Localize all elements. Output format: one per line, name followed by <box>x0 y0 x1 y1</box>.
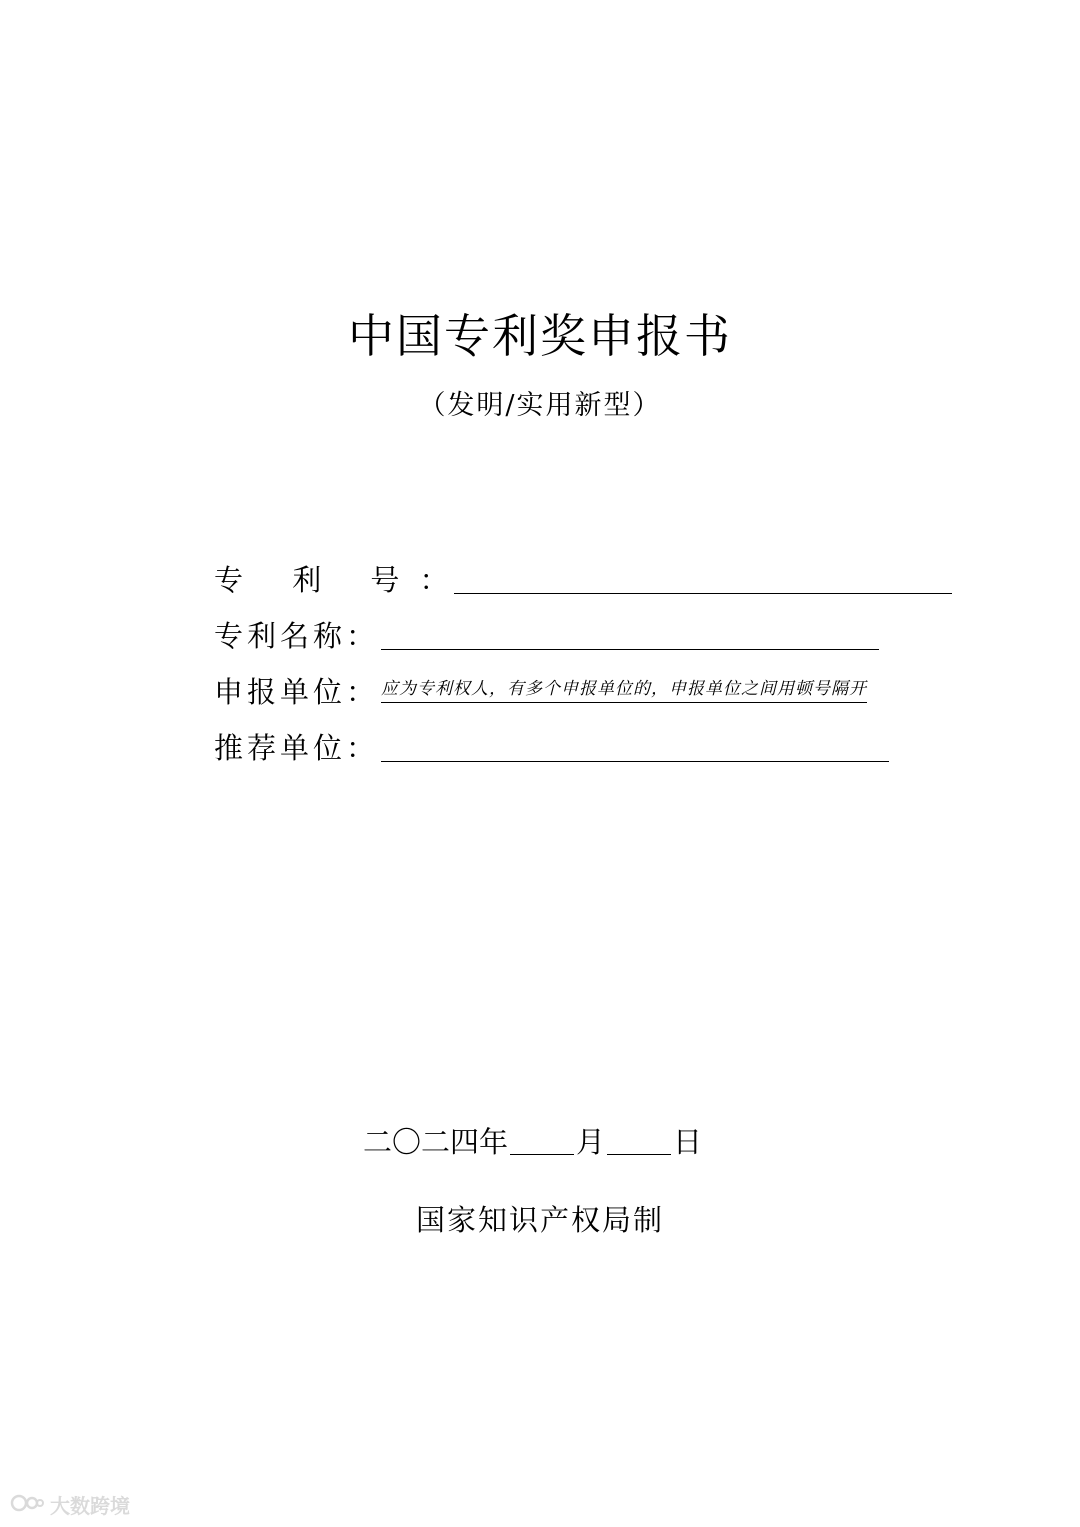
watermark <box>10 1490 130 1519</box>
date-line <box>363 1122 702 1162</box>
applicant-label: 申报单位 <box>214 675 347 709</box>
document-subtitle: （发明/实用新型） <box>418 390 662 421</box>
date-year: 二〇二四年 <box>363 1125 509 1159</box>
patent-number-colon: ： <box>419 563 449 597</box>
patent-name-colon: ： <box>346 619 376 653</box>
month-blank[interactable] <box>510 1124 574 1155</box>
watermark-logo-icon <box>10 1492 44 1518</box>
applicant-row <box>214 668 867 712</box>
recommender-row <box>214 724 889 768</box>
recommender-colon: ： <box>346 731 376 765</box>
patent-name-field[interactable] <box>381 643 879 650</box>
issuer-name: 国家知识产权局制 <box>415 1203 664 1237</box>
patent-number-field[interactable] <box>454 587 952 594</box>
patent-name-label: 专利名称 <box>214 619 347 653</box>
patent-number-row <box>214 556 952 600</box>
date-day: 日 <box>673 1125 703 1159</box>
patent-name-row <box>214 612 879 656</box>
date-month: 月 <box>576 1125 606 1159</box>
document-title: 中国专利奖申报书 <box>348 309 732 363</box>
watermark-text: 大数跨境 <box>50 1494 130 1518</box>
day-blank[interactable] <box>607 1124 671 1155</box>
recommender-field[interactable] <box>381 755 889 762</box>
patent-number-label: 专 利 号 <box>214 563 420 597</box>
recommender-label: 推荐单位 <box>214 731 347 765</box>
applicant-colon: ： <box>346 675 376 709</box>
applicant-hint[interactable]: 应为专利权人，有多个申报单位的，申报单位之间用顿号隔开 <box>381 678 867 703</box>
